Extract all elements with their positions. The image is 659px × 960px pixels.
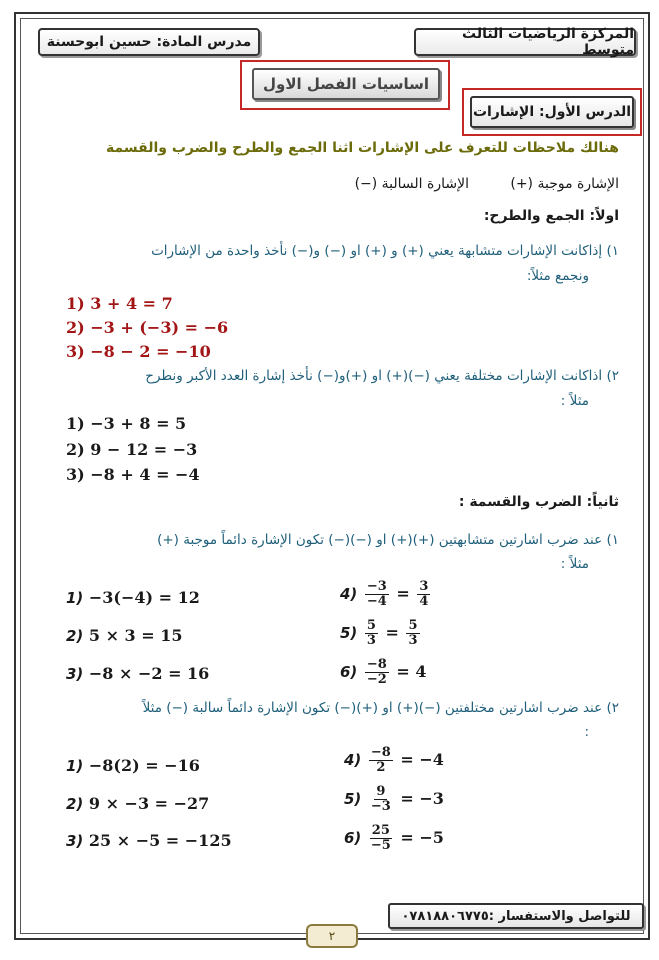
fraction-numerator: −8 bbox=[370, 745, 391, 760]
contact-box bbox=[388, 903, 644, 929]
example-list-item: 3) −8 − 2 = −10 bbox=[66, 342, 211, 361]
example-list-item bbox=[66, 831, 232, 850]
example-list-item bbox=[66, 626, 183, 645]
fraction-example bbox=[344, 785, 444, 814]
fraction-numerator: 5 bbox=[366, 618, 376, 633]
fraction-denominator: 3 bbox=[408, 633, 418, 648]
fraction bbox=[365, 580, 389, 609]
fraction-numerator: 9 bbox=[376, 784, 386, 799]
fraction-example bbox=[340, 580, 432, 609]
example-label: 1) bbox=[66, 589, 84, 607]
example-label: 2) bbox=[66, 795, 84, 813]
fraction-result: = −4 bbox=[400, 750, 444, 769]
example-expression: −8 × −2 = 16 bbox=[88, 664, 210, 683]
example-list-item bbox=[66, 756, 200, 775]
class-title-box bbox=[414, 28, 636, 56]
negative-sign-note: الإشارة السالبة (−) bbox=[354, 176, 469, 192]
fraction-denominator: 3 bbox=[366, 633, 376, 648]
teacher-box bbox=[38, 28, 260, 56]
chapter-title-box bbox=[252, 68, 440, 100]
fraction-example bbox=[344, 746, 444, 775]
example-label: 3) bbox=[66, 665, 84, 683]
example-list-item bbox=[66, 588, 200, 607]
fraction bbox=[365, 658, 389, 687]
fraction-example bbox=[344, 824, 444, 853]
fraction bbox=[417, 580, 430, 609]
fraction-result: = −5 bbox=[400, 828, 444, 847]
fraction-result: = −3 bbox=[400, 789, 444, 808]
fraction bbox=[369, 785, 393, 814]
fraction-denominator: 4 bbox=[419, 594, 429, 609]
example-label: 6) bbox=[344, 829, 362, 847]
section2-rule1-line1: ١) عند ضرب اشارتين متشابهتين (+)(+) او (−)(−) تكون الإشارة دائماً موجبة (+) bbox=[157, 532, 619, 548]
fraction-numerator: 5 bbox=[408, 618, 418, 633]
fraction bbox=[369, 746, 393, 775]
example-label: 3) bbox=[66, 832, 84, 850]
equals-sign: = bbox=[385, 623, 399, 642]
fraction-denominator: −3 bbox=[370, 799, 391, 814]
example-expression: −8(2) = −16 bbox=[88, 756, 200, 775]
page-number-scroll bbox=[306, 924, 358, 948]
section2-rule1-line2: مثلاً : bbox=[560, 556, 589, 572]
example-list-item: 2) −3 + (−3) = −6 bbox=[66, 318, 229, 337]
section1-rule2-line1: ٢) اذاكانت الإشارات مختلفة يعني (−)(+) او (+)و(−) نأخذ إشارة العدد الأكبر ونطرح bbox=[145, 368, 619, 384]
example-list-item: 1) −3 + 8 = 5 bbox=[66, 414, 187, 433]
example-label: 4) bbox=[344, 751, 362, 769]
teacher-name: مدرس المادة: حسين ابوحسنة bbox=[46, 34, 252, 50]
class-title: المركزة الرياضيات الثالث متوسط bbox=[462, 26, 634, 58]
contact-text: للتواصل والاستفسار :٠٧٨١٨٨٠٦٧٧٥ bbox=[401, 908, 631, 924]
positive-sign-note: الإشارة موجبة (+) bbox=[510, 176, 619, 192]
example-expression: 9 × −3 = −27 bbox=[88, 794, 210, 813]
fraction-numerator: 3 bbox=[419, 579, 429, 594]
example-expression: 5 × 3 = 15 bbox=[88, 626, 183, 645]
example-list-item: 1) 3 + 4 = 7 bbox=[66, 294, 173, 313]
example-label: 5) bbox=[340, 624, 358, 642]
fraction-numerator: −8 bbox=[366, 657, 387, 672]
section2-rule2-line2: : bbox=[584, 724, 589, 740]
fraction-result: = 4 bbox=[396, 662, 427, 681]
fraction-numerator: −3 bbox=[366, 579, 387, 594]
equals-sign: = bbox=[396, 584, 410, 603]
lesson-title: الدرس الأول: الإشارات bbox=[472, 104, 632, 120]
example-label: 2) bbox=[66, 627, 84, 645]
example-label: 6) bbox=[340, 663, 358, 681]
example-list-item bbox=[66, 664, 209, 683]
fraction-example bbox=[340, 619, 422, 648]
fraction-example bbox=[340, 658, 427, 687]
example-list-item bbox=[66, 794, 209, 813]
chapter-title: اساسيات الفصل الاول bbox=[263, 75, 429, 93]
fraction-denominator: 2 bbox=[376, 760, 386, 775]
example-list-item: 3) −8 + 4 = −4 bbox=[66, 465, 200, 484]
fraction-denominator: −2 bbox=[366, 672, 387, 687]
fraction-numerator: 25 bbox=[371, 823, 390, 838]
example-label: 1) bbox=[66, 757, 84, 775]
section2-rule2-line1: ٢) عند ضرب اشارتين مختلفتين (−)(+) او (+)(−) تكون الإشارة دائماً سالبة (−) مثلاً bbox=[142, 700, 619, 716]
section1-rule1-line1: ١) إذاكانت الإشارات متشابهة يعني (+) و (+) او (−) و(−) نأخذ واحدة من الإشارات bbox=[151, 243, 619, 259]
fraction bbox=[406, 619, 419, 648]
fraction-denominator: −5 bbox=[370, 838, 391, 853]
example-list-item: 2) 9 − 12 = −3 bbox=[66, 440, 198, 459]
section1-rule1-line2: ونجمع مثلاً: bbox=[526, 268, 589, 284]
fraction bbox=[369, 824, 393, 853]
example-expression: 25 × −5 = −125 bbox=[88, 831, 232, 850]
page-number: ٢ bbox=[328, 929, 336, 943]
section1-rule2-line2: مثلاً : bbox=[560, 393, 589, 409]
section1-title: اولاً: الجمع والطرح: bbox=[483, 208, 619, 224]
intro-text: هنالك ملاحظات للتعرف على الإشارات اثنا الجمع والطرح والضرب والقسمة bbox=[106, 140, 619, 156]
fraction-denominator: −4 bbox=[366, 594, 387, 609]
example-label: 4) bbox=[340, 585, 358, 603]
section2-title: ثانياً: الضرب والقسمة : bbox=[458, 494, 619, 510]
lesson-title-box bbox=[470, 96, 634, 128]
example-expression: −3(−4) = 12 bbox=[88, 588, 200, 607]
fraction bbox=[365, 619, 378, 648]
example-label: 5) bbox=[344, 790, 362, 808]
